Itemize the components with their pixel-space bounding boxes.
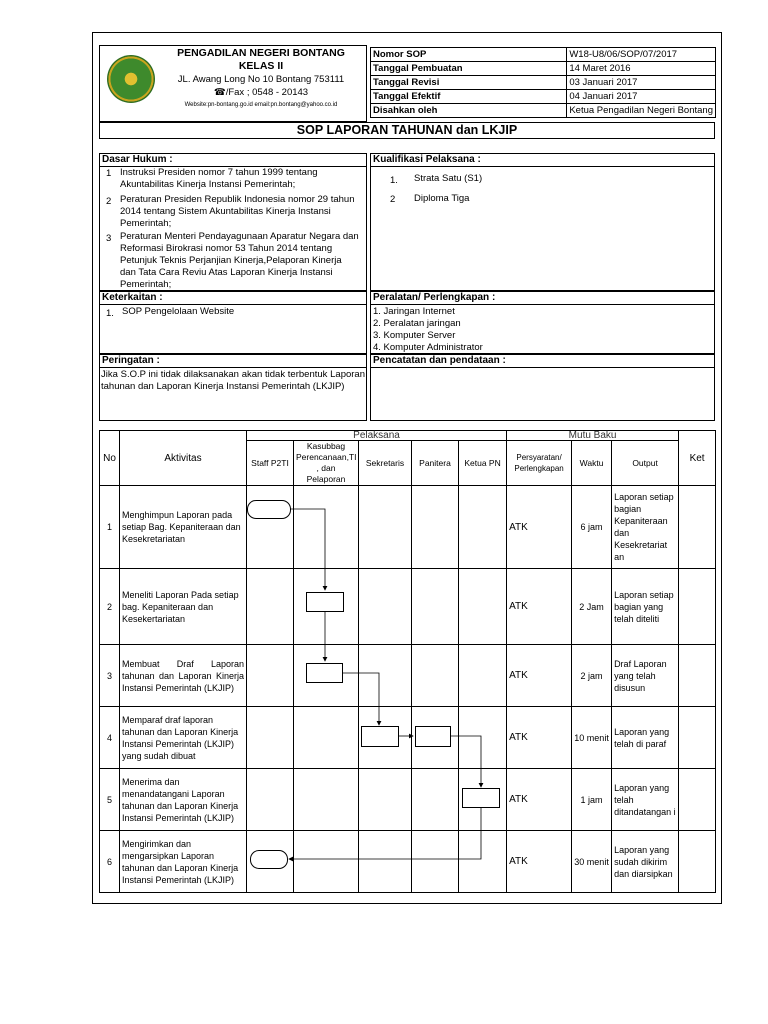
row-persyaratan: ATK — [507, 569, 572, 645]
row-no: 6 — [100, 831, 120, 893]
meta-label: Tanggal Efektif — [371, 90, 567, 104]
meta-value: 03 Januari 2017 — [567, 76, 716, 90]
header-staff: Staff P2TI — [247, 441, 294, 486]
end-terminator — [250, 850, 288, 869]
row-aktivitas: Membuat Draf Laporan tahunan dan Laporan Kinerja Instansi Pemerintah (LKJIP) — [120, 645, 247, 707]
keterkaitan-title: Keterkaitan : — [100, 292, 366, 305]
pencatatan-title: Pencatatan dan pendataan : — [371, 355, 714, 368]
connector-5-6 — [289, 808, 481, 859]
meta-label: Disahkan oleh — [371, 104, 567, 118]
kualifikasi-title: Kualifikasi Pelaksana : — [371, 154, 714, 167]
row-waktu: 10 menit — [572, 707, 612, 769]
meta-value: 14 Maret 2016 — [567, 62, 716, 76]
process-box — [415, 726, 451, 747]
list-item: SOP Pengelolaan Website — [122, 306, 235, 317]
list-item: Diploma Tiga — [414, 193, 470, 204]
list-number: 3 — [106, 233, 112, 244]
court-class: KELAS II — [238, 60, 284, 72]
header-kasubbag: Kasubbag Perencanaan,TI , dan Pelaporan — [294, 441, 359, 486]
meta-value: 04 Januari 2017 — [567, 90, 716, 104]
header-waktu: Waktu — [572, 441, 612, 486]
list-item: 3. Komputer Server — [373, 330, 456, 341]
peralatan-title: Peralatan/ Perlengkapan : — [371, 292, 714, 305]
sop-title: SOP LAPORAN TAHUNAN dan LKJIP — [99, 122, 715, 139]
header-panitera: Panitera — [412, 441, 459, 486]
list-number: 1 — [106, 168, 112, 179]
header-ket: Ket — [679, 431, 716, 486]
list-number: 1. — [106, 308, 114, 319]
row-waktu: 6 jam — [572, 486, 612, 569]
list-item: Peraturan Presiden Republik Indonesia nomor 29 tahun 2014 tentang Sistem Akuntabilitas Kinerja Instansi Pemerintah; — [120, 194, 355, 229]
meta-label: Tanggal Pembuatan — [371, 62, 567, 76]
start-terminator — [247, 500, 291, 519]
process-box — [306, 592, 344, 612]
list-number: 2 — [106, 196, 112, 207]
list-item: 1. Jaringan Internet — [373, 306, 455, 317]
row-output: Laporan yang sudah dikirim dan diarsipkan — [612, 831, 679, 893]
header-ketua: Ketua PN — [459, 441, 507, 486]
process-box — [462, 788, 500, 808]
row-persyaratan: ATK — [507, 769, 572, 831]
row-aktivitas: Meneliti Laporan Pada setiap bag. Kepaniteraan dan Kesekertariatan — [120, 569, 247, 645]
header-no: No — [100, 431, 120, 486]
court-web: Website:pn-bontang.go.id email:pn.bontang@yahoo.co.id — [184, 102, 338, 108]
meta-value: W18-U8/06/SOP/07/2017 — [567, 48, 716, 62]
connector-1-2 — [291, 509, 325, 590]
peringatan-text: Jika S.O.P ini tidak dilaksanakan akan tidak terbentuk Laporan tahunan dan Laporan Kinerja Instansi Pemerintah (LKJIP) — [101, 369, 365, 392]
header-persyaratan: Persyaratan/ Perlengkapan — [507, 441, 572, 486]
header-aktivitas: Aktivitas — [120, 431, 247, 486]
row-waktu: 2 Jam — [572, 569, 612, 645]
row-persyaratan: ATK — [507, 831, 572, 893]
row-waktu: 1 jam — [572, 769, 612, 831]
connector-3-4 — [343, 673, 379, 725]
header-mutu-baku: Mutu Baku — [507, 431, 679, 441]
header-output: Output — [612, 441, 679, 486]
row-persyaratan: ATK — [507, 486, 572, 569]
header-sekretaris: Sekretaris — [359, 441, 412, 486]
court-phone: ☎/Fax ; 0548 - 20143 — [213, 87, 309, 98]
row-output: Laporan yang telah di paraf — [612, 707, 679, 769]
row-persyaratan: ATK — [507, 707, 572, 769]
list-item: Strata Satu (S1) — [414, 173, 483, 184]
row-no: 1 — [100, 486, 120, 569]
list-number: 2 — [390, 194, 396, 205]
court-name: PENGADILAN NEGERI BONTANG — [177, 47, 345, 59]
row-waktu: 30 menit — [572, 831, 612, 893]
process-box — [361, 726, 399, 747]
list-number: 1. — [390, 175, 398, 186]
court-address: JL. Awang Long No 10 Bontang 753111 — [177, 74, 345, 85]
row-aktivitas: Mengirimkan dan mengarsipkan Laporan tahunan dan Laporan Kinerja Instansi Pemerintah (LKJIP) — [120, 831, 247, 893]
connector-4-5 — [451, 736, 481, 787]
row-output: Draf Laporan yang telah disusun — [612, 645, 679, 707]
list-item: Peraturan Menteri Pendayagunaan Aparatur Negara dan Reformasi Birokrasi nomor 53 Tahun 2014 tentang Petunjuk Teknis Perjanjian Kinerja,Pelaporan Kinerja dan Tata Cara Reviu Atas Laporan Kinerja Instansi Pemerintah; — [120, 231, 359, 290]
row-aktivitas: Menerima dan menandatangani Laporan tahunan dan Laporan Kinerja Instansi Pemerintah (LKJIP) — [120, 769, 247, 831]
row-output: Laporan setiap bagian Kepaniteraan dan Kesekretariat an — [612, 486, 679, 569]
meta-value: Ketua Pengadilan Negeri Bontang — [567, 104, 716, 118]
row-aktivitas: Menghimpun Laporan pada setiap Bag. Kepaniteraan dan Kesekretariatan — [120, 486, 247, 569]
row-persyaratan: ATK — [507, 645, 572, 707]
row-output: Laporan setiap bagian yang telah diteliti — [612, 569, 679, 645]
peringatan-title: Peringatan : — [100, 355, 366, 368]
row-output: Laporan yang telah ditandatangan i — [612, 769, 679, 831]
meta-label: Nomor SOP — [371, 48, 567, 62]
row-aktivitas: Memparaf draf laporan tahunan dan Laporan Kinerja Instansi Pemerintah (LKJIP) yang sudah dibuat — [120, 707, 247, 769]
row-no: 2 — [100, 569, 120, 645]
dasar-hukum-title: Dasar Hukum : — [100, 154, 366, 167]
list-item: 4. Komputer Administrator — [373, 342, 483, 353]
row-waktu: 2 jam — [572, 645, 612, 707]
list-item: Instruksi Presiden nomor 7 tahun 1999 tentang Akuntabilitas Kinerja Instansi Pemerintah; — [120, 167, 318, 190]
process-box — [306, 663, 343, 683]
header-pelaksana: Pelaksana — [247, 431, 507, 441]
meta-label: Tanggal Revisi — [371, 76, 567, 90]
row-no: 3 — [100, 645, 120, 707]
row-no: 5 — [100, 769, 120, 831]
row-no: 4 — [100, 707, 120, 769]
list-item: 2. Peralatan jaringan — [373, 318, 461, 329]
